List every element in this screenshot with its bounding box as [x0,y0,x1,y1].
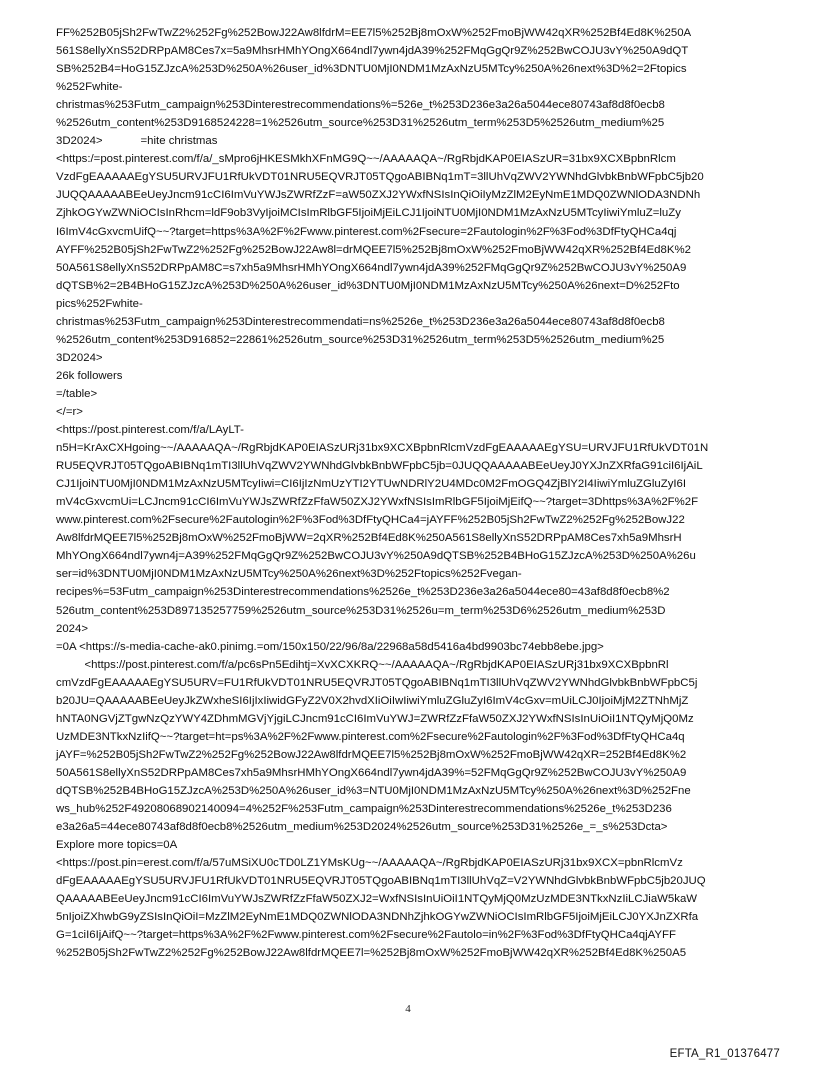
text-line: =/table> [56,387,98,400]
text-line: n5H=KrAxCXHgoing~~/AAAAAQA~/RgRbjdKAP0EIASzURj31bx9XCXBpbnRlcmVzdFgEAAAAAEgYSU=URVJFU1RfUkVDT01N [56,442,709,455]
email-body-text [56,24,776,962]
text-line: www.pinterest.com%2Fsecure%2Fautologin%2F%3Fod%3DfFtyQHCa4=jAYFF%252B05jSh2FwTwZ2%252Fg%252BowJ22 [56,514,685,527]
text-line: FF%252B05jSh2FwTwZ2%252Fg%252BowJ22Aw8lfdrM=EE7l5%252Bj8mOxW%252FmoBjWW42qXR%252Bf4Ed8K%250A [56,27,692,39]
text-line: cmVzdFgEAAAAAEgYSU5URV=FU1RfUkVDT01NRU5EQVRJT05TQgoABIBNq1mTI3llUhVqZWV2YWNhdGlvbkBnbWFpbC5j [56,676,698,689]
text-line: christmas%253Futm_campaign%253Dinterestrecommendati=ns%2526e_t%253D236e3a26a5044ece80743af8d8f0ecb8 [56,315,665,328]
text-line: AYFF%252B05jSh2FwTwZ2%252Fg%252BowJ22Aw8l=drMQEE7l5%252Bj8mOxW%252FmoBjWW42qXR%252Bf4Ed8K%2 [56,243,691,256]
text-line: QAAAAABEeUeyJncm91cCI6ImVuYWJsZWRfZzFfaW50ZXJ2=WxfNSIsInUiOiI1NTQyMjQ0MzUzMDE3NTkxNzIiLCJiaW5kaW [56,893,698,906]
text-line: <https://post.pinterest.com/f/a/pc6sPn5Edihtj=XvXCXKRQ~~/AAAAAQA~/RgRbjdKAP0EIASzURj31bx9XCXBpbnRl [56,658,669,671]
text-line: </=r> [56,405,83,418]
text-line: 5nIjoiZXhwbG9yZSIsInQiOiI=MzZlM2EyNmE1MDQ0ZWNlODA3NDNhZjhkOGYwZWNiOCIsImRlbGF5IjoiMjEiLCJ0YXJnZXRfa [56,911,699,924]
text-line: %2526utm_content%253D9168524228=1%2526utm_source%253D31%2526utm_term%253D5%2526utm_medium%25 [56,117,665,130]
text-line: christmas%253Futm_campaign%253Dinterestrecommendations%=526e_t%253D236e3a26a5044ece80743af8d8f0ecb8 [56,99,665,112]
text-line: =0A <https://s-media-cache-ak0.pinimg.=om/150x150/22/96/8a/22968a58d5416a4bd9903bc74ebb8ebe.jpg> [56,640,604,653]
text-line: UzMDE3NTkxNzIifQ~~?target=ht=ps%3A%2F%2Fwww.pinterest.com%2Fsecure%2Fautologin%2F%3Fod%3DfFtyQHCa4q [56,730,685,743]
text-line: 50A561S8ellyXnS52DRPpAM8Ces7xh5a9MhsrHMhYOngX664ndl7ywn4jdA39%=52FMqGgQr9Z%252BwCOJU3vY%250A9 [56,766,687,779]
text-line: <https://post.pin=erest.com/f/a/57uMSiXU0cTD0LZ1YMsKUg~~/AAAAAQA~/RgRbjdKAP0EIASzURj31bx9XCX=pbnRlcmVz [56,857,683,870]
text-line: Explore more topics=0A [56,839,178,852]
text-line: G=1ciI6IjAifQ~~?target=https%3A%2F%2Fwww.pinterest.com%2Fsecure%2Fautolo=in%2F%3Fod%3DfFtyQHCa4qjAYFF [56,929,676,942]
document-id-stamp: EFTA_R1_01376477 [669,1048,780,1060]
text-line: ZjhkOGYwZWNiOCIsInRhcm=ldF9ob3VyIjoiMCIsImRlbGF5IjoiMjEiLCJ1IjoiNTU0MjI0NDM1MzAxNzU5MTcyIiwiYmluZ=luZy [56,207,681,220]
text-line: 50A561S8ellyXnS52DRPpAM8C=s7xh5a9MhsrHMhYOngX664ndl7ywn4jdA39%252FMqGgQr9Z%252BwCOJU3vY%250A9 [56,261,687,274]
text-line: Aw8lfdrMQEE7l5%252Bj8mOxW%252FmoBjWW=2qXR%252Bf4Ed8K%250A561S8ellyXnS52DRPpAM8Ces7xh5a9MhsrH [56,532,682,545]
text-line: SB%252B4=HoG15ZJzcA%253D%250A%26user_id%3DNTU0MjI0NDM1MzAxNzU5MTcy%250A%26next%3D%2=2Ftopics [56,63,687,76]
text-line: recipes%=53Futm_campaign%253Dinterestrecommendations%2526e_t%253D236e3a26a5044ece80=43af8d8f0ecb8%2 [56,586,670,599]
text-line: b20JU=QAAAAABEeUeyJkZWxheSI6IjIxIiwidGFyZ2V0X2hvdXIiOiIwIiwiYmluZGluZyI6ImV4cGxv=mUiLCJ0IjoiMjM2ZTNhMjZ [56,694,689,707]
text-line: ws_hub%252F49208068902140094=4%252F%253Futm_campaign%253Dinterestrecommendations%2526e_t%253D236 [56,803,672,816]
text-line: I6ImV4cGxvcmUifQ~~?target=https%3A%2F%2Fwww.pinterest.com%2Fsecure=2Fautologin%2F%3Fod%3DfFtyQHCa4qj [56,225,677,238]
text-line: JUQQAAAAABEeUeyJncm91cCI6ImVuYWJsZWRfZzF=aW50ZXJ2YWxfNSIsInQiOiIyMzZlM2EyNmE1MDQ0ZWNlODA3NDNh [56,189,701,202]
text-line: ser=id%3DNTU0MjI0NDM1MzAxNzU5MTcy%250A%26next%3D%252Ftopics%252Fvegan- [56,568,522,581]
text-line: dQTSB%252B4BHoG15ZJzcA%253D%250A%26user_id%3=NTU0MjI0NDM1MzAxNzU5MTcy%250A%26next%3D%252Fne [56,784,691,797]
text-line: dFgEAAAAAEgYSU5URVJFU1RfUkVDT01NRU5EQVRJT05TQgoABIBNq1mTI3llUhVqZ=V2YWNhdGlvbkBnbWFpbC5jb20JUQ [56,875,706,888]
text-line: CJ1IjoiNTU0MjI0NDM1MzAxNzU5MTcyIiwi=CI6IjIzNmUzYTI2YTUwNDRlY2U4MDc0M2FmOGQ4ZjBlY2I4IiwiYmluZGluZyI6I [56,478,687,491]
text-line: 3D2024> =hite christmas [56,135,218,148]
text-line: 3D2024> [56,351,103,364]
text-line: jAYF=%252B05jSh2FwTwZ2%252Fg%252BowJ22Aw8lfdrMQEE7l5%252Bj8mOxW%252FmoBjWW42qXR=252Bf4Ed8K%2 [56,748,687,761]
text-line: 561S8ellyXnS52DRPpAM8Ces7x=5a9MhsrHMhYOngX664ndl7ywn4jdA39%252FMqGgQr9Z%252BwCOJU3vY%250A9dQT [56,45,689,58]
text-line: <https://post.pinterest.com/f/a/LAyLT- [56,424,244,437]
text-line: mV4cGxvcmUi=LCJncm91cCI6ImVuYWJsZWRfZzFfaW50ZXJ2YWxfNSIsImRlbGF5IjoiMjEifQ~~?target=3Dhttps%3A%2F%2F [56,496,699,509]
text-line: RU5EQVRJT05TQgoABIBNq1mTI3llUhVqZWV2YWNhdGlvbkBnbWFpbC5jb=0JUQQAAAAABEeUeyJ0YXJnZXRfaG91ciI6IjAiL [56,460,703,473]
text-line: MhYOngX664ndl7ywn4j=A39%252FMqGgQr9Z%252BwCOJU3vY%250A9dQTSB%252B4BHoG15ZJzcA%253D%250A%26u [56,550,696,563]
text-line: dQTSB%2=2B4BHoG15ZJzcA%253D%250A%26user_id%3DNTU0MjI0NDM1MzAxNzU5MTcy%250A%26next=D%252Fto [56,279,680,292]
text-line: %2526utm_content%253D916852=22861%2526utm_source%253D31%2526utm_term%253D5%2526utm_medium%25 [56,333,665,346]
text-line: %252B05jSh2FwTwZ2%252Fg%252BowJ22Aw8lfdrMQEE7l=%252Bj8mOxW%252FmoBjWW42qXR%252Bf4Ed8K%250A5 [56,947,687,960]
text-line: <https:/=post.pinterest.com/f/a/_sMpro6jHKESMkhXFnMG9Q~~/AAAAAQA~/RgRbjdKAP0EIASzUR=31bx9XCXBpbnRlcm [56,153,676,166]
text-line: 526utm_content%253D897135257759%2526utm_source%253D31%2526u=m_term%253D6%2526utm_medium%253D [56,604,666,617]
page-number: 4 [405,1003,411,1015]
text-line: %252Fwhite- [56,81,123,94]
text-line: e3a26a5=44ece80743af8d8f0ecb8%2526utm_medium%253D2024%2526utm_source%253D31%2526e_=_s%253Dcta> [56,821,668,834]
text-line: 26k followers [56,369,123,382]
text-line: 2024> [56,622,88,635]
text-line: VzdFgEAAAAAEgYSU5URVJFU1RfUkVDT01NRU5EQVRJT05TQgoABIBNq1mT=3llUhVqZWV2YWNhdGlvbkBnbWFpbC5jb20 [56,171,704,184]
text-line: pics%252Fwhite- [56,297,143,310]
text-line: hNTA0NGVjZTgwNzQzYWY4ZDhmMGVjYjgiLCJncm91cCI6ImVuYWJ=ZWRfZzFfaW50ZXJ2YWxfNSIsInUiOiI1NTQyMjQ0Mz [56,712,694,725]
